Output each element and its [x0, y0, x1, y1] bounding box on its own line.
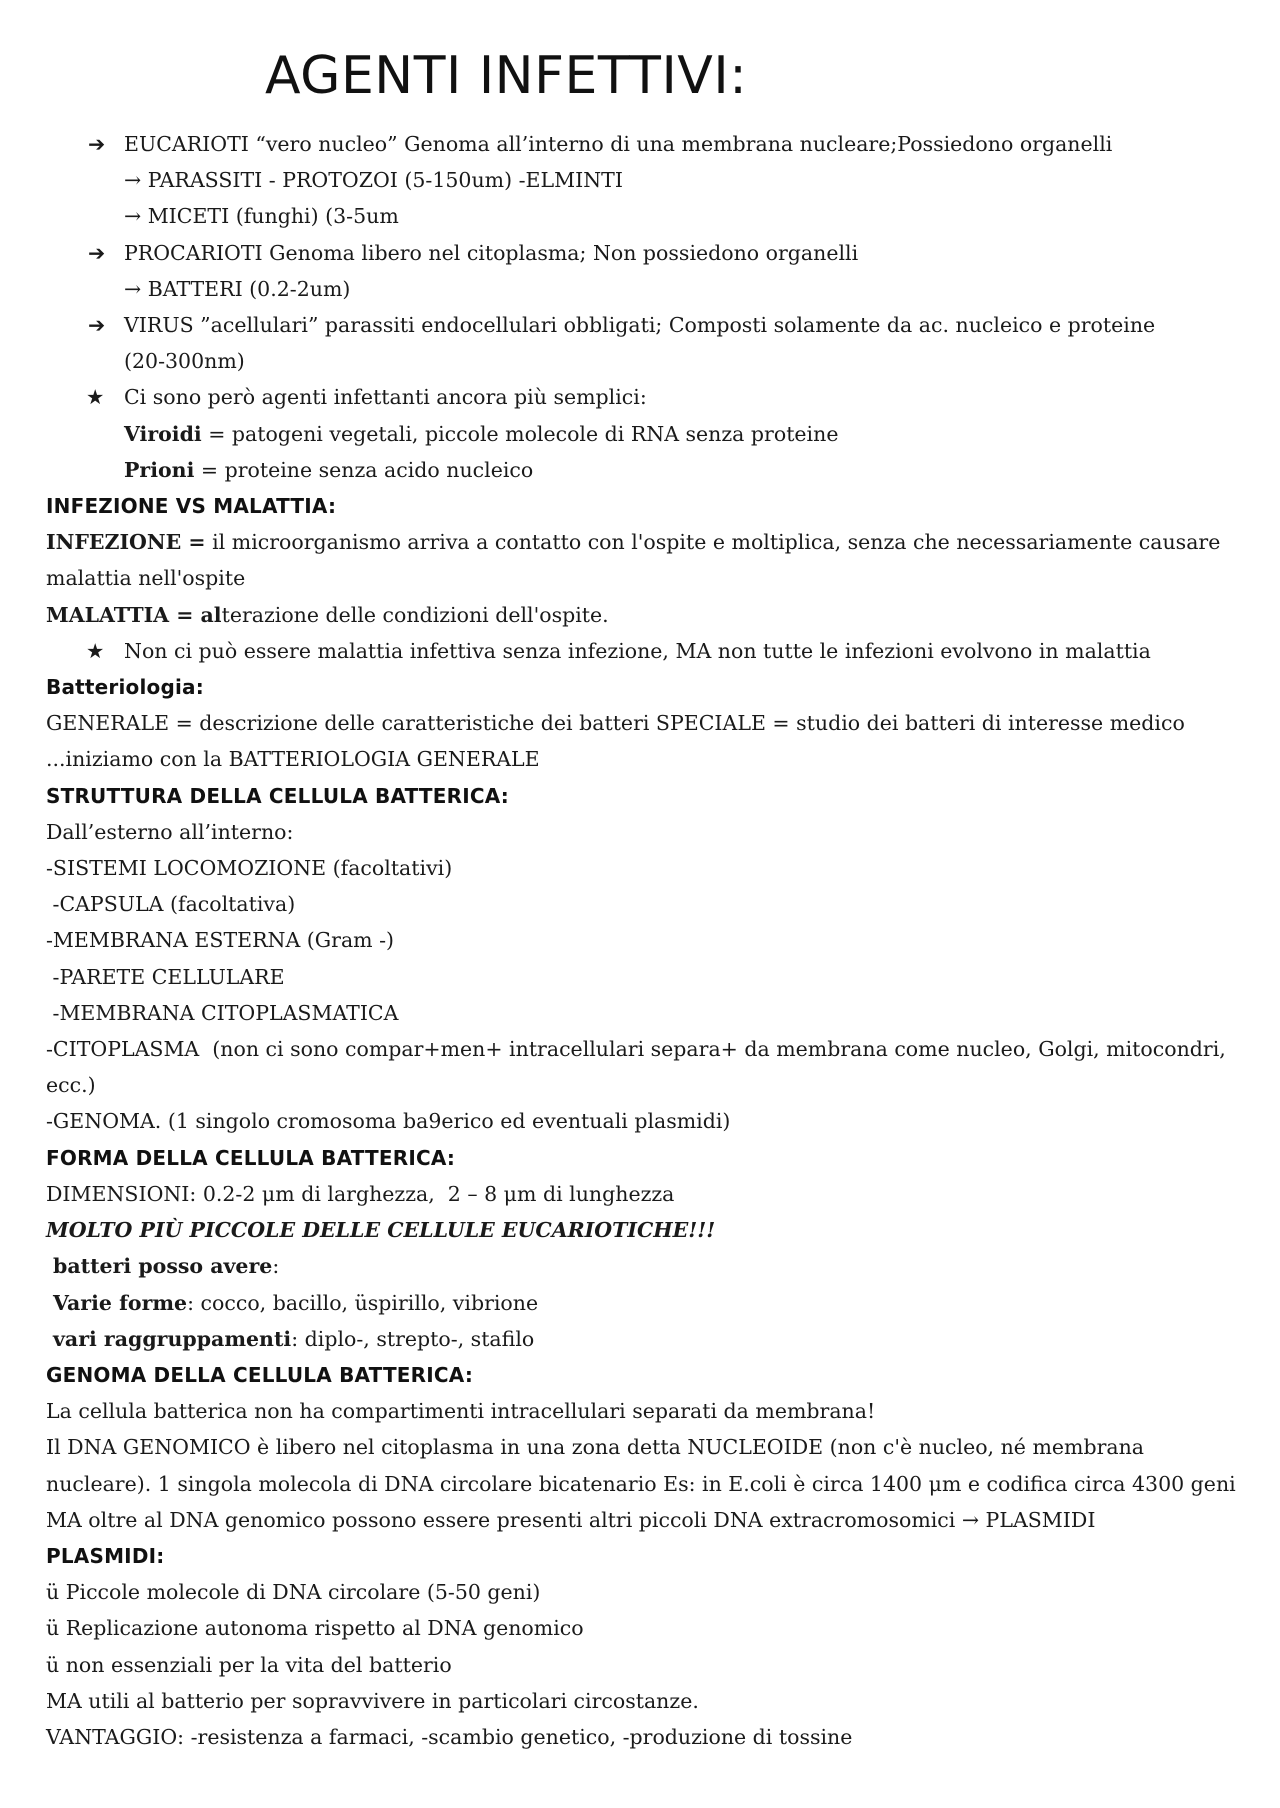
list-item-virus: ➔ VIRUS ”acellulari” parassiti endocellulari obbligati; Composti solamente da ac. nucleico e proteine — [46, 307, 1246, 343]
list-item-eucarioti: ➔ EUCARIOTI “vero nucleo” Genoma all’interno di una membrana nucleare;Possiedono organelli — [46, 126, 1246, 162]
definition-viroidi: Viroidi = patogeni vegetali, piccole molecole di RNA senza proteine — [124, 421, 839, 446]
page-title: AGENTI INFETTIVI: — [265, 46, 748, 106]
list-item-star-semplici: ★ Ci sono però agenti infettanti ancora più semplici: — [46, 379, 1246, 415]
sub-item-miceti: → MICETI (funghi) (3-5um — [124, 204, 399, 229]
paragraph-line: VANTAGGIO: -resistenza a farmaci, -scambio genetico, -produzione di tossine — [46, 1724, 853, 1749]
list-item: -SISTEMI LOCOMOZIONE (facoltativi) — [46, 856, 453, 881]
section-heading-infezione: INFEZIONE VS MALATTIA: — [46, 494, 337, 519]
list-item: ü Replicazione autonoma rispetto al DNA genomico — [46, 1616, 584, 1641]
list-item: -MEMBRANA ESTERNA (Gram -) — [46, 928, 395, 953]
list-item-procarioti: ➔ PROCARIOTI Genoma libero nel citoplasma; Non possiedono organelli — [46, 235, 1246, 271]
definition-infezione: INFEZIONE = il microorganismo arriva a contatto con l'ospite e moltiplica, senza che necessariamente causare — [46, 530, 1221, 555]
star-bullet-icon: ★ — [86, 638, 105, 663]
list-item: -CAPSULA (facoltativa) — [46, 892, 296, 917]
section-heading-plasmidi: PLASMIDI: — [46, 1543, 165, 1568]
arrow-bullet-icon: ➔ — [88, 313, 106, 338]
paragraph-line: GENERALE = descrizione delle caratteristiche dei batteri SPECIALE = studio dei batteri di interesse medico — [46, 711, 1185, 736]
emphasis-line: MOLTO PIÙ PICCOLE DELLE CELLULE EUCARIOTICHE!!! — [46, 1218, 716, 1243]
list-item: Dall’esterno all’interno: — [46, 819, 294, 844]
list-item: -GENOMA. (1 singolo cromosoma ba9erico ed eventuali plasmidi) — [46, 1109, 731, 1134]
list-item: ecc.) — [46, 1073, 96, 1098]
paragraph-line: nucleare). 1 singola molecola di DNA circolare bicatenario Es: in E.coli è circa 1400 μm e codifica circa 4300 geni — [46, 1471, 1236, 1496]
paragraph-line: MA oltre al DNA genomico possono essere presenti altri piccoli DNA extracromosomici → PLASMIDI — [46, 1507, 1096, 1532]
section-heading-struttura: STRUTTURA DELLA CELLULA BATTERICA: — [46, 783, 509, 808]
section-heading-forma: FORMA DELLA CELLULA BATTERICA: — [46, 1145, 456, 1170]
section-heading-genoma: GENOMA DELLA CELLULA BATTERICA: — [46, 1362, 474, 1387]
list-item-star-malattia: ★ Non ci può essere malattia infettiva senza infezione, MA non tutte le infezioni evolvono in malattia — [46, 633, 1246, 669]
list-item-virus-cont: (20-300nm) — [124, 349, 245, 374]
list-item: -MEMBRANA CITOPLASMATICA — [46, 1000, 399, 1025]
arrow-bullet-icon: ➔ — [88, 240, 106, 265]
list-item: ü non essenziali per la vita del batterio — [46, 1652, 452, 1677]
section-heading-batteriologia: Batteriologia: — [46, 675, 204, 700]
list-item: ü Piccole molecole di DNA circolare (5-50 geni) — [46, 1580, 541, 1605]
sub-item-batteri: → BATTERI (0.2-2um) — [124, 276, 351, 301]
paragraph-line: Il DNA GENOMICO è libero nel citoplasma in una zona detta NUCLEOIDE (non c'è nucleo, né membrana — [46, 1435, 1145, 1460]
list-item: vari raggruppamenti: diplo-, strepto-, stafilo — [53, 1326, 535, 1351]
list-item: Varie forme: cocco, bacillo, üspirillo, vibrione — [53, 1290, 539, 1315]
sub-item-parassiti: → PARASSITI - PROTOZOI (5-150um) -ELMINTI — [124, 168, 623, 193]
list-item: -CITOPLASMA (non ci sono compar+men+ intracellulari separa+ da membrana come nucleo, Golgi, mitocondri, — [46, 1037, 1226, 1062]
definition-malattia: MALATTIA = alterazione delle condizioni dell'ospite. — [46, 602, 609, 627]
definition-infezione-cont: malattia nell'ospite — [46, 566, 246, 591]
paragraph-line: MA utili al batterio per sopravvivere in particolari circostanze. — [46, 1688, 699, 1713]
paragraph-line: La cellula batterica non ha compartimenti intracellulari separati da membrana! — [46, 1399, 876, 1424]
definition-prioni: Prioni = proteine senza acido nucleico — [124, 457, 534, 482]
list-item: batteri posso avere: — [53, 1254, 280, 1279]
paragraph-line: DIMENSIONI: 0.2-2 μm di larghezza, 2 – 8 μm di lunghezza — [46, 1181, 675, 1206]
list-item: -PARETE CELLULARE — [46, 964, 285, 989]
arrow-bullet-icon: ➔ — [88, 132, 106, 156]
star-bullet-icon: ★ — [86, 385, 105, 410]
paragraph-line: ...iniziamo con la BATTERIOLOGIA GENERALE — [46, 747, 540, 772]
document-body — [46, 126, 1246, 1755]
